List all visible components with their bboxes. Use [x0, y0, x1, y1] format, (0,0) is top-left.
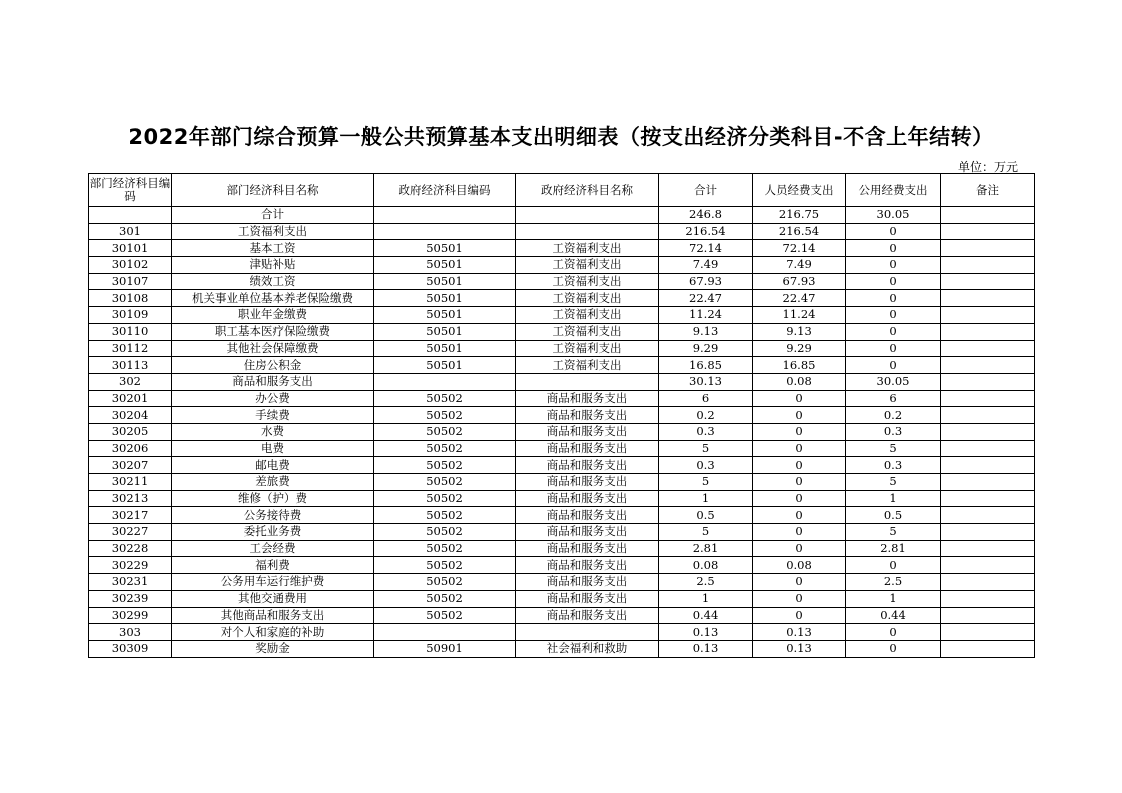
table-row — [89, 407, 1035, 424]
table-row — [89, 340, 1035, 357]
public-expense-cell: 0 — [846, 323, 941, 340]
dept-econ-code-cell: 30227 — [89, 524, 172, 541]
total-cell: 5 — [659, 524, 753, 541]
personnel-expense-header: 人员经费支出 — [753, 174, 846, 207]
dept-econ-code-cell: 301 — [89, 223, 172, 240]
total-cell: 9.29 — [659, 340, 753, 357]
total-cell: 2.5 — [659, 574, 753, 591]
personnel-expense-cell: 0 — [753, 490, 846, 507]
dept-econ-name-cell: 福利费 — [172, 557, 374, 574]
gov-econ-name-cell: 工资福利支出 — [516, 290, 659, 307]
dept-econ-code-header: 部门经济科目编码 — [89, 174, 172, 207]
remarks-cell — [941, 540, 1035, 557]
gov-econ-code-cell: 50502 — [374, 607, 516, 624]
total-cell: 0.3 — [659, 423, 753, 440]
remarks-cell — [941, 624, 1035, 641]
dept-econ-name-cell: 公务用车运行维护费 — [172, 574, 374, 591]
total-cell: 22.47 — [659, 290, 753, 307]
public-expense-cell: 1 — [846, 490, 941, 507]
gov-econ-code-cell — [374, 624, 516, 641]
remarks-cell — [941, 273, 1035, 290]
total-cell: 0.08 — [659, 557, 753, 574]
personnel-expense-cell: 0 — [753, 507, 846, 524]
dept-econ-code-cell: 30309 — [89, 640, 172, 657]
table-row — [89, 624, 1035, 641]
remarks-cell — [941, 440, 1035, 457]
gov-econ-name-cell: 商品和服务支出 — [516, 423, 659, 440]
table-row — [89, 540, 1035, 557]
personnel-expense-cell: 67.93 — [753, 273, 846, 290]
dept-econ-code-cell: 30113 — [89, 357, 172, 374]
remarks-cell — [941, 490, 1035, 507]
public-expense-cell: 5 — [846, 474, 941, 491]
total-cell: 1 — [659, 590, 753, 607]
gov-econ-name-cell: 工资福利支出 — [516, 357, 659, 374]
public-expense-cell: 0 — [846, 557, 941, 574]
gov-econ-code-cell: 50501 — [374, 307, 516, 324]
gov-econ-name-cell: 商品和服务支出 — [516, 440, 659, 457]
remarks-cell — [941, 323, 1035, 340]
dept-econ-code-cell: 30201 — [89, 390, 172, 407]
total-cell: 7.49 — [659, 257, 753, 274]
personnel-expense-cell: 0.08 — [753, 373, 846, 390]
table-row — [89, 323, 1035, 340]
personnel-expense-cell: 0 — [753, 524, 846, 541]
dept-econ-code-cell: 30299 — [89, 607, 172, 624]
dept-econ-name-cell: 其他社会保障缴费 — [172, 340, 374, 357]
gov-econ-code-cell: 50501 — [374, 357, 516, 374]
remarks-cell — [941, 223, 1035, 240]
personnel-expense-cell: 0 — [753, 574, 846, 591]
dept-econ-name-cell: 差旅费 — [172, 474, 374, 491]
gov-econ-name-cell: 工资福利支出 — [516, 307, 659, 324]
gov-econ-code-cell: 50901 — [374, 640, 516, 657]
dept-econ-code-cell — [89, 207, 172, 224]
dept-econ-code-cell: 30207 — [89, 457, 172, 474]
gov-econ-code-cell — [374, 207, 516, 224]
public-expense-cell: 0 — [846, 640, 941, 657]
table-row — [89, 590, 1035, 607]
personnel-expense-cell: 11.24 — [753, 307, 846, 324]
table-row — [89, 223, 1035, 240]
dept-econ-code-cell: 30213 — [89, 490, 172, 507]
public-expense-cell: 0 — [846, 290, 941, 307]
gov-econ-name-cell: 工资福利支出 — [516, 257, 659, 274]
remarks-cell — [941, 290, 1035, 307]
personnel-expense-cell: 0 — [753, 607, 846, 624]
gov-econ-code-cell — [374, 223, 516, 240]
page-title: 2022年部门综合预算一般公共预算基本支出明细表（按支出经济分类科目-不含上年结转） — [128, 125, 994, 149]
gov-econ-name-cell: 商品和服务支出 — [516, 574, 659, 591]
gov-econ-code-cell: 50502 — [374, 524, 516, 541]
gov-econ-code-header: 政府经济科目编码 — [374, 174, 516, 207]
dept-econ-name-header: 部门经济科目名称 — [172, 174, 374, 207]
dept-econ-code-cell: 30107 — [89, 273, 172, 290]
gov-econ-name-cell: 社会福利和救助 — [516, 640, 659, 657]
dept-econ-code-cell: 30102 — [89, 257, 172, 274]
remarks-cell — [941, 507, 1035, 524]
table-row — [89, 640, 1035, 657]
gov-econ-code-cell: 50501 — [374, 290, 516, 307]
gov-econ-code-cell: 50502 — [374, 507, 516, 524]
gov-econ-code-cell: 50501 — [374, 273, 516, 290]
gov-econ-name-cell: 商品和服务支出 — [516, 590, 659, 607]
personnel-expense-cell: 0.13 — [753, 624, 846, 641]
gov-econ-code-cell: 50501 — [374, 240, 516, 257]
gov-econ-name-cell — [516, 624, 659, 641]
gov-econ-code-cell: 50502 — [374, 557, 516, 574]
dept-econ-name-cell: 电费 — [172, 440, 374, 457]
total-header: 合计 — [659, 174, 753, 207]
total-cell: 0.2 — [659, 407, 753, 424]
total-cell: 1 — [659, 490, 753, 507]
table-row — [89, 273, 1035, 290]
personnel-expense-cell: 0 — [753, 474, 846, 491]
remarks-header: 备注 — [941, 174, 1035, 207]
total-cell: 0.13 — [659, 624, 753, 641]
dept-econ-name-cell: 商品和服务支出 — [172, 373, 374, 390]
table-row — [89, 524, 1035, 541]
gov-econ-name-cell: 工资福利支出 — [516, 340, 659, 357]
table-row — [89, 423, 1035, 440]
budget-table — [88, 173, 1035, 658]
gov-econ-code-cell: 50502 — [374, 440, 516, 457]
public-expense-cell: 0 — [846, 223, 941, 240]
public-expense-cell: 0 — [846, 357, 941, 374]
total-cell: 11.24 — [659, 307, 753, 324]
dept-econ-name-cell: 绩效工资 — [172, 273, 374, 290]
table-row — [89, 240, 1035, 257]
total-cell: 0.3 — [659, 457, 753, 474]
dept-econ-name-cell: 水费 — [172, 423, 374, 440]
table-row — [89, 457, 1035, 474]
dept-econ-name-cell: 合计 — [172, 207, 374, 224]
dept-econ-code-cell: 30239 — [89, 590, 172, 607]
remarks-cell — [941, 474, 1035, 491]
gov-econ-name-cell: 商品和服务支出 — [516, 507, 659, 524]
public-expense-cell: 0 — [846, 257, 941, 274]
dept-econ-name-cell: 其他商品和服务支出 — [172, 607, 374, 624]
dept-econ-name-cell: 办公费 — [172, 390, 374, 407]
dept-econ-code-cell: 303 — [89, 624, 172, 641]
remarks-cell — [941, 590, 1035, 607]
personnel-expense-cell: 216.54 — [753, 223, 846, 240]
gov-econ-name-cell: 商品和服务支出 — [516, 457, 659, 474]
public-expense-cell: 0.2 — [846, 407, 941, 424]
gov-econ-code-cell: 50502 — [374, 390, 516, 407]
personnel-expense-cell: 0 — [753, 590, 846, 607]
dept-econ-code-cell: 30112 — [89, 340, 172, 357]
table-row — [89, 257, 1035, 274]
gov-econ-name-cell: 商品和服务支出 — [516, 540, 659, 557]
dept-econ-code-cell: 30228 — [89, 540, 172, 557]
gov-econ-name-cell: 工资福利支出 — [516, 240, 659, 257]
gov-econ-code-cell: 50502 — [374, 474, 516, 491]
dept-econ-name-cell: 职业年金缴费 — [172, 307, 374, 324]
remarks-cell — [941, 240, 1035, 257]
personnel-expense-cell: 22.47 — [753, 290, 846, 307]
table-row — [89, 207, 1035, 224]
total-cell: 2.81 — [659, 540, 753, 557]
personnel-expense-cell: 0.08 — [753, 557, 846, 574]
gov-econ-name-cell — [516, 373, 659, 390]
remarks-cell — [941, 607, 1035, 624]
gov-econ-name-cell: 商品和服务支出 — [516, 474, 659, 491]
dept-econ-code-cell: 30211 — [89, 474, 172, 491]
public-expense-cell: 0 — [846, 307, 941, 324]
dept-econ-code-cell: 30204 — [89, 407, 172, 424]
remarks-cell — [941, 257, 1035, 274]
gov-econ-code-cell: 50502 — [374, 574, 516, 591]
gov-econ-name-cell — [516, 223, 659, 240]
dept-econ-name-cell: 工会经费 — [172, 540, 374, 557]
gov-econ-name-cell: 商品和服务支出 — [516, 407, 659, 424]
gov-econ-name-cell: 工资福利支出 — [516, 273, 659, 290]
remarks-cell — [941, 340, 1035, 357]
dept-econ-code-cell: 30110 — [89, 323, 172, 340]
total-cell: 16.85 — [659, 357, 753, 374]
public-expense-cell: 2.5 — [846, 574, 941, 591]
table-row — [89, 474, 1035, 491]
public-expense-cell: 0.3 — [846, 457, 941, 474]
dept-econ-code-cell: 30229 — [89, 557, 172, 574]
table-row — [89, 557, 1035, 574]
dept-econ-name-cell: 机关事业单位基本养老保险缴费 — [172, 290, 374, 307]
gov-econ-name-cell: 商品和服务支出 — [516, 607, 659, 624]
remarks-cell — [941, 373, 1035, 390]
gov-econ-name-cell: 商品和服务支出 — [516, 490, 659, 507]
personnel-expense-cell: 72.14 — [753, 240, 846, 257]
total-cell: 72.14 — [659, 240, 753, 257]
personnel-expense-cell: 16.85 — [753, 357, 846, 374]
public-expense-header: 公用经费支出 — [846, 174, 941, 207]
total-cell: 246.8 — [659, 207, 753, 224]
dept-econ-name-cell: 对个人和家庭的补助 — [172, 624, 374, 641]
personnel-expense-cell: 9.29 — [753, 340, 846, 357]
gov-econ-code-cell: 50502 — [374, 590, 516, 607]
personnel-expense-cell: 0 — [753, 423, 846, 440]
total-cell: 0.5 — [659, 507, 753, 524]
dept-econ-name-cell: 奖励金 — [172, 640, 374, 657]
total-cell: 6 — [659, 390, 753, 407]
table-row — [89, 490, 1035, 507]
table-row — [89, 290, 1035, 307]
total-cell: 0.44 — [659, 607, 753, 624]
dept-econ-name-cell: 工资福利支出 — [172, 223, 374, 240]
gov-econ-name-cell — [516, 207, 659, 224]
public-expense-cell: 5 — [846, 524, 941, 541]
public-expense-cell: 0 — [846, 240, 941, 257]
gov-econ-code-cell: 50502 — [374, 423, 516, 440]
gov-econ-name-cell: 商品和服务支出 — [516, 557, 659, 574]
public-expense-cell: 1 — [846, 590, 941, 607]
dept-econ-name-cell: 公务接待费 — [172, 507, 374, 524]
gov-econ-code-cell: 50502 — [374, 540, 516, 557]
remarks-cell — [941, 207, 1035, 224]
total-cell: 216.54 — [659, 223, 753, 240]
public-expense-cell: 5 — [846, 440, 941, 457]
table-row — [89, 607, 1035, 624]
dept-econ-name-cell: 基本工资 — [172, 240, 374, 257]
dept-econ-name-cell: 津贴补贴 — [172, 257, 374, 274]
gov-econ-name-cell: 商品和服务支出 — [516, 390, 659, 407]
remarks-cell — [941, 557, 1035, 574]
public-expense-cell: 2.81 — [846, 540, 941, 557]
total-cell: 9.13 — [659, 323, 753, 340]
gov-econ-code-cell: 50502 — [374, 490, 516, 507]
remarks-cell — [941, 423, 1035, 440]
total-cell: 30.13 — [659, 373, 753, 390]
public-expense-cell: 0 — [846, 340, 941, 357]
gov-econ-code-cell: 50502 — [374, 457, 516, 474]
dept-econ-code-cell: 30101 — [89, 240, 172, 257]
gov-econ-code-cell: 50501 — [374, 340, 516, 357]
gov-econ-name-cell: 工资福利支出 — [516, 323, 659, 340]
public-expense-cell: 0.44 — [846, 607, 941, 624]
personnel-expense-cell: 0 — [753, 407, 846, 424]
gov-econ-code-cell — [374, 373, 516, 390]
dept-econ-code-cell: 30109 — [89, 307, 172, 324]
personnel-expense-cell: 0 — [753, 390, 846, 407]
dept-econ-name-cell: 职工基本医疗保险缴费 — [172, 323, 374, 340]
table-row — [89, 307, 1035, 324]
personnel-expense-cell: 0.13 — [753, 640, 846, 657]
unit-label: 单位：万元 — [958, 160, 1019, 174]
total-cell: 67.93 — [659, 273, 753, 290]
personnel-expense-cell: 0 — [753, 440, 846, 457]
table-row — [89, 357, 1035, 374]
remarks-cell — [941, 524, 1035, 541]
table-row — [89, 574, 1035, 591]
dept-econ-name-cell: 住房公积金 — [172, 357, 374, 374]
table-body — [89, 207, 1035, 658]
dept-econ-name-cell: 邮电费 — [172, 457, 374, 474]
table-row — [89, 390, 1035, 407]
personnel-expense-cell: 9.13 — [753, 323, 846, 340]
gov-econ-name-cell: 商品和服务支出 — [516, 524, 659, 541]
gov-econ-code-cell: 50502 — [374, 407, 516, 424]
remarks-cell — [941, 407, 1035, 424]
dept-econ-code-cell: 30206 — [89, 440, 172, 457]
remarks-cell — [941, 307, 1035, 324]
dept-econ-code-cell: 30217 — [89, 507, 172, 524]
personnel-expense-cell: 0 — [753, 457, 846, 474]
total-cell: 5 — [659, 440, 753, 457]
dept-econ-code-cell: 302 — [89, 373, 172, 390]
dept-econ-name-cell: 委托业务费 — [172, 524, 374, 541]
public-expense-cell: 0.3 — [846, 423, 941, 440]
public-expense-cell: 30.05 — [846, 373, 941, 390]
dept-econ-code-cell: 30205 — [89, 423, 172, 440]
dept-econ-name-cell: 其他交通费用 — [172, 590, 374, 607]
remarks-cell — [941, 357, 1035, 374]
remarks-cell — [941, 640, 1035, 657]
total-cell: 0.13 — [659, 640, 753, 657]
gov-econ-code-cell: 50501 — [374, 257, 516, 274]
table-row — [89, 507, 1035, 524]
table-row — [89, 440, 1035, 457]
personnel-expense-cell: 216.75 — [753, 207, 846, 224]
dept-econ-name-cell: 维修（护）费 — [172, 490, 374, 507]
table-header-row — [89, 174, 1035, 207]
table-row — [89, 373, 1035, 390]
personnel-expense-cell: 7.49 — [753, 257, 846, 274]
gov-econ-name-header: 政府经济科目名称 — [516, 174, 659, 207]
public-expense-cell: 0.5 — [846, 507, 941, 524]
dept-econ-code-cell: 30108 — [89, 290, 172, 307]
public-expense-cell: 0 — [846, 273, 941, 290]
public-expense-cell: 30.05 — [846, 207, 941, 224]
public-expense-cell: 0 — [846, 624, 941, 641]
remarks-cell — [941, 457, 1035, 474]
personnel-expense-cell: 0 — [753, 540, 846, 557]
dept-econ-name-cell: 手续费 — [172, 407, 374, 424]
remarks-cell — [941, 390, 1035, 407]
remarks-cell — [941, 574, 1035, 591]
gov-econ-code-cell: 50501 — [374, 323, 516, 340]
dept-econ-code-cell: 30231 — [89, 574, 172, 591]
total-cell: 5 — [659, 474, 753, 491]
public-expense-cell: 6 — [846, 390, 941, 407]
